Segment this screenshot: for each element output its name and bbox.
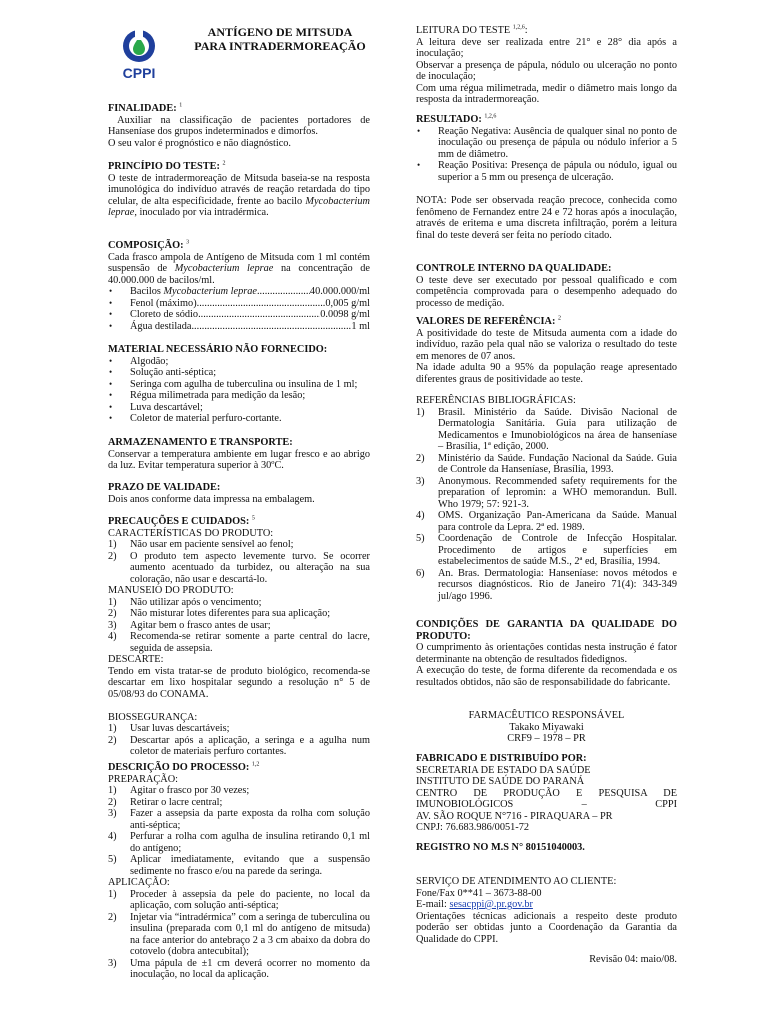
manuseio-list <box>108 597 370 655</box>
subsection-title: BIOSSEGURANÇA: <box>108 711 198 723</box>
aplicacao-list <box>108 889 370 981</box>
list-item: • Reação Negativa: Ausência de qualquer sinal no ponto de inoculação ou presença de pápula ou nódulo inferior a 5 mm de diâmetro. <box>416 126 677 161</box>
list-item: 6) An. Bras. Dermatologia: Hanseníase: novos métodos e recursos diagnósticos. Rio de Janeiro 71(4): 343-349 jul/ago 1996. <box>416 567 677 602</box>
section-servico: SERVIÇO DE ATENDIMENTO AO CLIENTE: Fone/Fax 0**41 – 3673-88-00 E-mail: sesacppi@.pr.gov.br Orientações técnicas adicionais a respeito deste produto poderão ser obtidas junto a Coordenação da Garantia da Qualidade do CPPI. <box>416 876 677 945</box>
manufacturer-line: AV. SÃO ROQUE N°716 - PIRAQUARA – PR <box>416 810 613 822</box>
descarte-text: Tendo em vista tratar-se de produto biológico, recomenda-se descartar em lixo hospitalar segundo a resolução n° 5 de 05/08/93 do CONAMA. <box>108 665 370 700</box>
nota-text: NOTA: Pode ser observada reação precoce, conhecida como fenômeno de Fernandez entre 24 e 72 horas após a inoculação, através de eritema e uma discreta infiltração, porém a leitura final do teste deverá ser feita no período citado. <box>416 195 677 241</box>
section-title: CONDIÇÕES DE GARANTIA DA QUALIDADE DO PRODUTO: <box>416 619 677 642</box>
finalidade-note: O seu valor é prognóstico e não diagnóstico. <box>108 137 292 149</box>
section-title: COMPOSIÇÃO: <box>108 240 184 251</box>
section-title: RESULTADO: <box>416 114 482 125</box>
section-title: PRECAUÇÕES E CUIDADOS: <box>108 516 250 527</box>
section-title: SERVIÇO DE ATENDIMENTO AO CLIENTE: <box>416 876 617 887</box>
document-title <box>180 26 380 53</box>
manufacturer-line: CNPJ: 76.683.986/0051-72 <box>416 822 529 833</box>
list-item: • Luva descartável; <box>108 402 370 414</box>
servico-text: Orientações técnicas adicionais a respeito deste produto poderão ser obtidas junto a Coordenação da Garantia da Qualidade do CPPI. <box>416 910 677 945</box>
cppi-logo-icon <box>116 28 162 82</box>
section-title: CONTROLE INTERNO DA QUALIDADE: <box>416 263 612 274</box>
manufacturer-line: INSTITUTO DE SAÚDE DO PARANÁ <box>416 776 585 787</box>
section-material <box>108 344 370 425</box>
composition-item: • Fenol (máximo) ..... 0,005 g/ml <box>108 298 370 310</box>
biosseguranca-list <box>108 723 370 758</box>
section-armazenamento <box>108 437 370 472</box>
header <box>108 22 370 86</box>
list-item: • Solução anti-séptica; <box>108 367 370 379</box>
list-item: 4) Perfurar a rolha com agulha de insulina retirando 0,1 ml do antígeno; <box>108 831 370 854</box>
list-item: 1) Usar luvas descartáveis; <box>108 723 230 734</box>
section-prazo <box>108 482 370 505</box>
list-item: • Coletor de material perfuro-cortante. <box>108 413 370 425</box>
preparacao-list <box>108 785 370 877</box>
section-title: PRAZO DE VALIDADE: <box>108 482 221 493</box>
pharmacist-role: FARMACÊUTICO RESPONSÁVEL <box>468 710 625 721</box>
list-item: 2) Descartar após a aplicação, a seringa e a agulha num coletor de materiais perfuro cortantes. <box>108 734 370 757</box>
finalidade-text: Auxiliar na classificação de pacientes portadores de Hanseníase dos grupos indeterminados e dimorfos. <box>108 114 370 137</box>
list-item: 1) Brasil. Ministério da Saúde. Divisão Nacional de Dermatologia Sanitária. Guia para utilização de Medicamentos e Imunobiológicos na área de hanseníase – Brasília, 1ª edição, 2000. <box>416 406 677 452</box>
subsection-title: CARACTERÍSTICAS DO PRODUTO: <box>108 527 274 539</box>
leitura-line: A leitura deve ser realizada entre 21° e 28° dia após a inoculação; <box>416 36 677 59</box>
list-item: 3) Fazer a assepsia da parte exposta da rolha com solução anti-séptica; <box>108 808 370 831</box>
list-item: • Seringa com agulha de tuberculina ou insulina de 1 ml; <box>108 379 370 391</box>
section-composicao: COMPOSIÇÃO: $^3$ Cada frasco ampola de Antígeno de Mitsuda com 1 ml contém suspensão de Mycobacterium leprae na concentração de 40.000.000 de bacilos/ml. • Bacilos Mycobacterium leprae ..... 40.000.000/ml • Fenol (máximo) ..... 0,005 g/ml • Cloreto de sódio ..... 0.0098 g/ml • Água destilada ..... 1 ml <box>108 240 370 332</box>
list-item: 3) Uma pápula de ±1 cm deverá ocorrer no momento da inoculação, no local da aplicação. <box>108 957 370 980</box>
caracteristicas-list <box>108 539 370 585</box>
garantia-text: A execução do teste, de forma diferente da recomendada e os resultados obtidos, não são de responsabilidade do fabricante. <box>416 665 677 688</box>
section-registro <box>416 842 677 854</box>
section-referencias <box>416 395 677 602</box>
subsection-title: MANUSEIO DO PRODUTO: <box>108 585 234 596</box>
list-item: • Régua milimetrada para medição da lesão; <box>108 390 370 402</box>
list-item: 1) Proceder à assepsia da pele do paciente, no local da aplicação, com solução anti-séptica; <box>108 888 370 911</box>
section-title: VALORES DE REFERÊNCIA: <box>416 316 556 327</box>
list-item: 2) Injetar via “intradérmica” com a seringa de tuberculina ou insulina (preparada com 0,1 ml do antígeno de mitsuda) na face anterior do antebraço 2 a 3 cm abaixo da dobra do cotovelo (dobra antecubital); <box>108 911 370 957</box>
subsection-title: APLICAÇÃO: <box>108 877 170 888</box>
manufacturer-line: CENTRO DE PRODUÇÃO E PESQUISA DE IMUNOBIOLÓGICOS – CPPI <box>416 787 677 810</box>
controle-text: O teste deve ser executado por pessoal qualificado e com competência comprovada para o desempenho adequado do processo de medição. <box>416 274 677 309</box>
referencias-list <box>416 407 677 603</box>
leitura-line: Com uma régua milimetrada, medir o diâmetro mais longo da resposta da intradermoreação. <box>416 82 677 105</box>
pharmacist-name: Takako Miyawaki <box>509 721 584 733</box>
title-line-1: ANTÍGENO DE MITSUDA <box>207 25 353 39</box>
leitura-line: Observar a presença de pápula, nódulo ou ulceração no ponto de inoculação; <box>416 59 677 82</box>
list-item: • Algodão; <box>108 356 370 368</box>
composition-item: • Bacilos Mycobacterium leprae ..... 40.000.000/ml <box>108 286 370 298</box>
section-title: MATERIAL NECESSÁRIO NÃO FORNECIDO: <box>108 344 328 355</box>
prazo-text: Dois anos conforme data impressa na embalagem. <box>108 493 315 505</box>
resultado-list <box>416 126 677 184</box>
section-title: LEITURA DO TESTE <box>416 25 511 36</box>
list-item: 5) Coordenação de Controle de Infecção Hospitalar. Procedimento de artigos e superfícies em estabelecimentos de saúde M.S., 2ª ed, Brasília, 1994. <box>416 533 677 567</box>
section-fabricado <box>416 753 677 834</box>
composition-item: • Cloreto de sódio ..... 0.0098 g/ml <box>108 309 370 321</box>
section-title: FINALIDADE: <box>108 103 177 114</box>
list-item: 2) Retirar o lacre central; <box>108 796 223 808</box>
garantia-text: O cumprimento às orientações contidas nesta instrução é fator determinante na obtenção de resultados fidedignos. <box>416 642 677 665</box>
list-item: 2) Não misturar lotes diferentes para sua aplicação; <box>108 608 331 619</box>
valores-text: Na idade adulta 90 a 95% da população reage apresentado diferentes graus de positividade ao teste. <box>416 362 677 385</box>
registration-number: REGISTRO NO M.S N° 80151040003. <box>416 842 585 853</box>
pharmacist-crf: CRF9 – 1978 – PR <box>507 733 586 744</box>
list-item: 2) O produto tem aspecto levemente turvo. Se ocorrer aumento acentuado da turbidez, ou alteração na sua coloração, não usar e descartá-lo. <box>108 550 370 585</box>
section-nota <box>416 195 677 241</box>
logo-text: CPPI <box>122 65 156 81</box>
list-item: • Reação Positiva: Presença de pápula ou nódulo, igual ou superior a 5 mm ou presença de ulceração. <box>416 160 677 183</box>
section-title: FABRICADO E DISTRIBUÍDO POR: <box>416 753 587 764</box>
section-valores: VALORES DE REFERÊNCIA: $^2$ A positividade do teste de Mitsuda aumenta com a idade do indivíduo, razão pela qual não se valoriza o resultado do teste em menores de 07 anos. Na idade adulta 90 a 95% da população reage apresentado diferentes graus de positividade ao teste. <box>416 315 677 385</box>
list-item: 4) Recomenda-se retirar somente a parte central do lacre, seguida de assepsia. <box>108 631 370 654</box>
material-list <box>108 356 370 425</box>
section-garantia <box>416 619 677 688</box>
list-item: 5) Aplicar imediatamente, evitando que a suspensão sedimente no frasco e/ou na parede da seringa. <box>108 854 370 877</box>
list-item: 4) OMS. Organização Pan-Americana da Saúde. Manual para controle da Lepra. 2ª ed. 1989. <box>416 510 677 533</box>
manufacturer-line: SECRETARIA DE ESTADO DA SAÚDE <box>416 764 591 776</box>
title-line-2: PARA INTRADERMOREAÇÃO <box>194 38 366 53</box>
composicao-text: Cada frasco ampola de Antígeno de Mitsuda com 1 ml contém suspensão de Mycobacterium leprae na concentração de 40.000.000 de bacilos/ml. <box>108 251 370 286</box>
principio-text: O teste de intradermoreação de Mitsuda baseia-se na resposta imunológica do indivíduo através de reação retardada do tipo celular, de alta especificidade, frente ao bacilo Mycobacterium leprae, inoculado por via intradérmica. <box>108 172 370 218</box>
phone: Fone/Fax 0**41 – 3673-88-00 <box>416 887 542 899</box>
section-farmaceutico <box>416 710 677 745</box>
section-leitura: LEITURA DO TESTE $^{1,2,6}$: A leitura deve ser realizada entre 21° e 28° dia após a inoculação; Observar a presença de pápula, nódulo ou ulceração no ponto de inoculação; Com uma régua milimetrada, medir o diâmetro mais longo da resposta da intradermoreação. <box>416 24 677 105</box>
section-title: ARMAZENAMENTO E TRANSPORTE: <box>108 437 293 448</box>
section-resultado: RESULTADO: $^{1,2,6}$ • Reação Negativa: Ausência de qualquer sinal no ponto de inoculação ou presença de pápula ou nódulo inferior a 5 mm de diâmetro. • Reação Positiva: Presença de pápula ou nódulo, igual ou superior a 5 mm ou presença de ulceração. <box>416 114 677 183</box>
email-link[interactable]: sesacppi@.pr.gov.br <box>449 899 533 910</box>
valores-text: A positividade do teste de Mitsuda aumenta com a idade do indivíduo, razão pela qual não se valoriza o resultado do teste em menores de 07 anos. <box>416 327 677 362</box>
armazenamento-text: Conservar a temperatura ambiente em lugar fresco e ao abrigo da luz. Evitar temperatura superior à 30ºC. <box>108 448 370 471</box>
section-finalidade: FINALIDADE: $^1$ Auxiliar na classificação de pacientes portadores de Hanseníase dos grupos indeterminados e dimorfos. O seu valor é prognóstico e não diagnóstico. <box>108 102 370 149</box>
section-title: REFERÊNCIAS BIBLIOGRÁFICAS: <box>416 395 576 406</box>
subsection-title: DESCARTE: <box>108 654 164 665</box>
composition-list <box>108 286 370 332</box>
section-descricao: DESCRIÇÃO DO PROCESSO: $^{1,2}$ PREPARAÇÃO: 1) Agitar o frasco por 30 vezes; 2) Retirar o lacre central; 3) Fazer a assepsia da parte exposta da rolha com solução anti-séptica; 4) Perfurar a rolha com agulha de insulina retirando 0,1 ml do antígeno; 5) Aplicar imediatamente, evitando que a suspensão sedimente no frasco e/ou na parede da seringa. APLICAÇÃO: 1) Proceder à assepsia da pele do paciente, no local da aplicação, com solução anti-séptica; 2) Injetar via “intradérmica” com a seringa de tuberculina ou insulina (preparada com 0,1 ml do antígeno de mitsuda) na face anterior do antebraço 2 a 3 cm abaixo da dobra do cotovelo (dobra antecubital); 3) Uma pápula de ±1 cm deverá ocorrer no momento da inoculação, no local da aplicação. <box>108 761 370 980</box>
list-item: 2) Ministério da Saúde. Fundação Nacional da Saúde. Guia de Controle da Hanseníase, Brasília, 1993. <box>416 452 677 475</box>
list-item: 3) Anonymous. Recommended safety requirements for the preparation of lepromin: a WHO memorandun. Bull. Who 1979; 57: 921-3. <box>416 475 677 510</box>
subsection-title: PREPARAÇÃO: <box>108 773 179 785</box>
section-title: DESCRIÇÃO DO PROCESSO: <box>108 762 250 773</box>
section-controle <box>416 263 677 309</box>
section-title: PRINCÍPIO DO TESTE: <box>108 161 220 172</box>
list-item: 3) Agitar bem o frasco antes de usar; <box>108 619 271 631</box>
composition-item: • Água destilada ..... 1 ml <box>108 321 370 333</box>
list-item: 1) Não usar em paciente sensível ao fenol; <box>108 539 294 550</box>
section-precaucoes: PRECAUÇÕES E CUIDADOS: $^5$ CARACTERÍSTICAS DO PRODUTO: 1) Não usar em paciente sensível ao fenol; 2) O produto tem aspecto levemente turvo. Se ocorrer aumento acentuado da turbidez, ou alteração na sua coloração, não usar e descartá-lo. MANUSEIO DO PRODUTO: 1) Não utilizar após o vencimento; 2) Não misturar lotes diferentes para sua aplicação; 3) Agitar bem o frasco antes de usar; 4) Recomenda-se retirar somente a parte central do lacre, seguida de assepsia. DESCARTE: Tendo em vista tratar-se de produto biológico, recomenda-se descartar em lixo hospitalar segundo a resolução n° 5 de 05/08/93 do CONAMA. BIOSSEGURANÇA: 1) Usar luvas descartáveis; 2) Descartar após a aplicação, a seringa e a agulha num coletor de materiais perfuro cortantes. <box>108 515 370 757</box>
list-item: 1) Agitar o frasco por 30 vezes; <box>108 785 250 796</box>
list-item: 1) Não utilizar após o vencimento; <box>108 596 262 608</box>
section-principio: PRINCÍPIO DO TESTE: $^2$ O teste de intradermoreação de Mitsuda baseia-se na resposta imunológica do indivíduo através de reação retardada do tipo celular, de alta especificidade, frente ao bacilo Mycobacterium leprae, inoculado por via intradérmica. <box>108 160 370 218</box>
revision: Revisão 04: maio/08. <box>589 954 677 965</box>
